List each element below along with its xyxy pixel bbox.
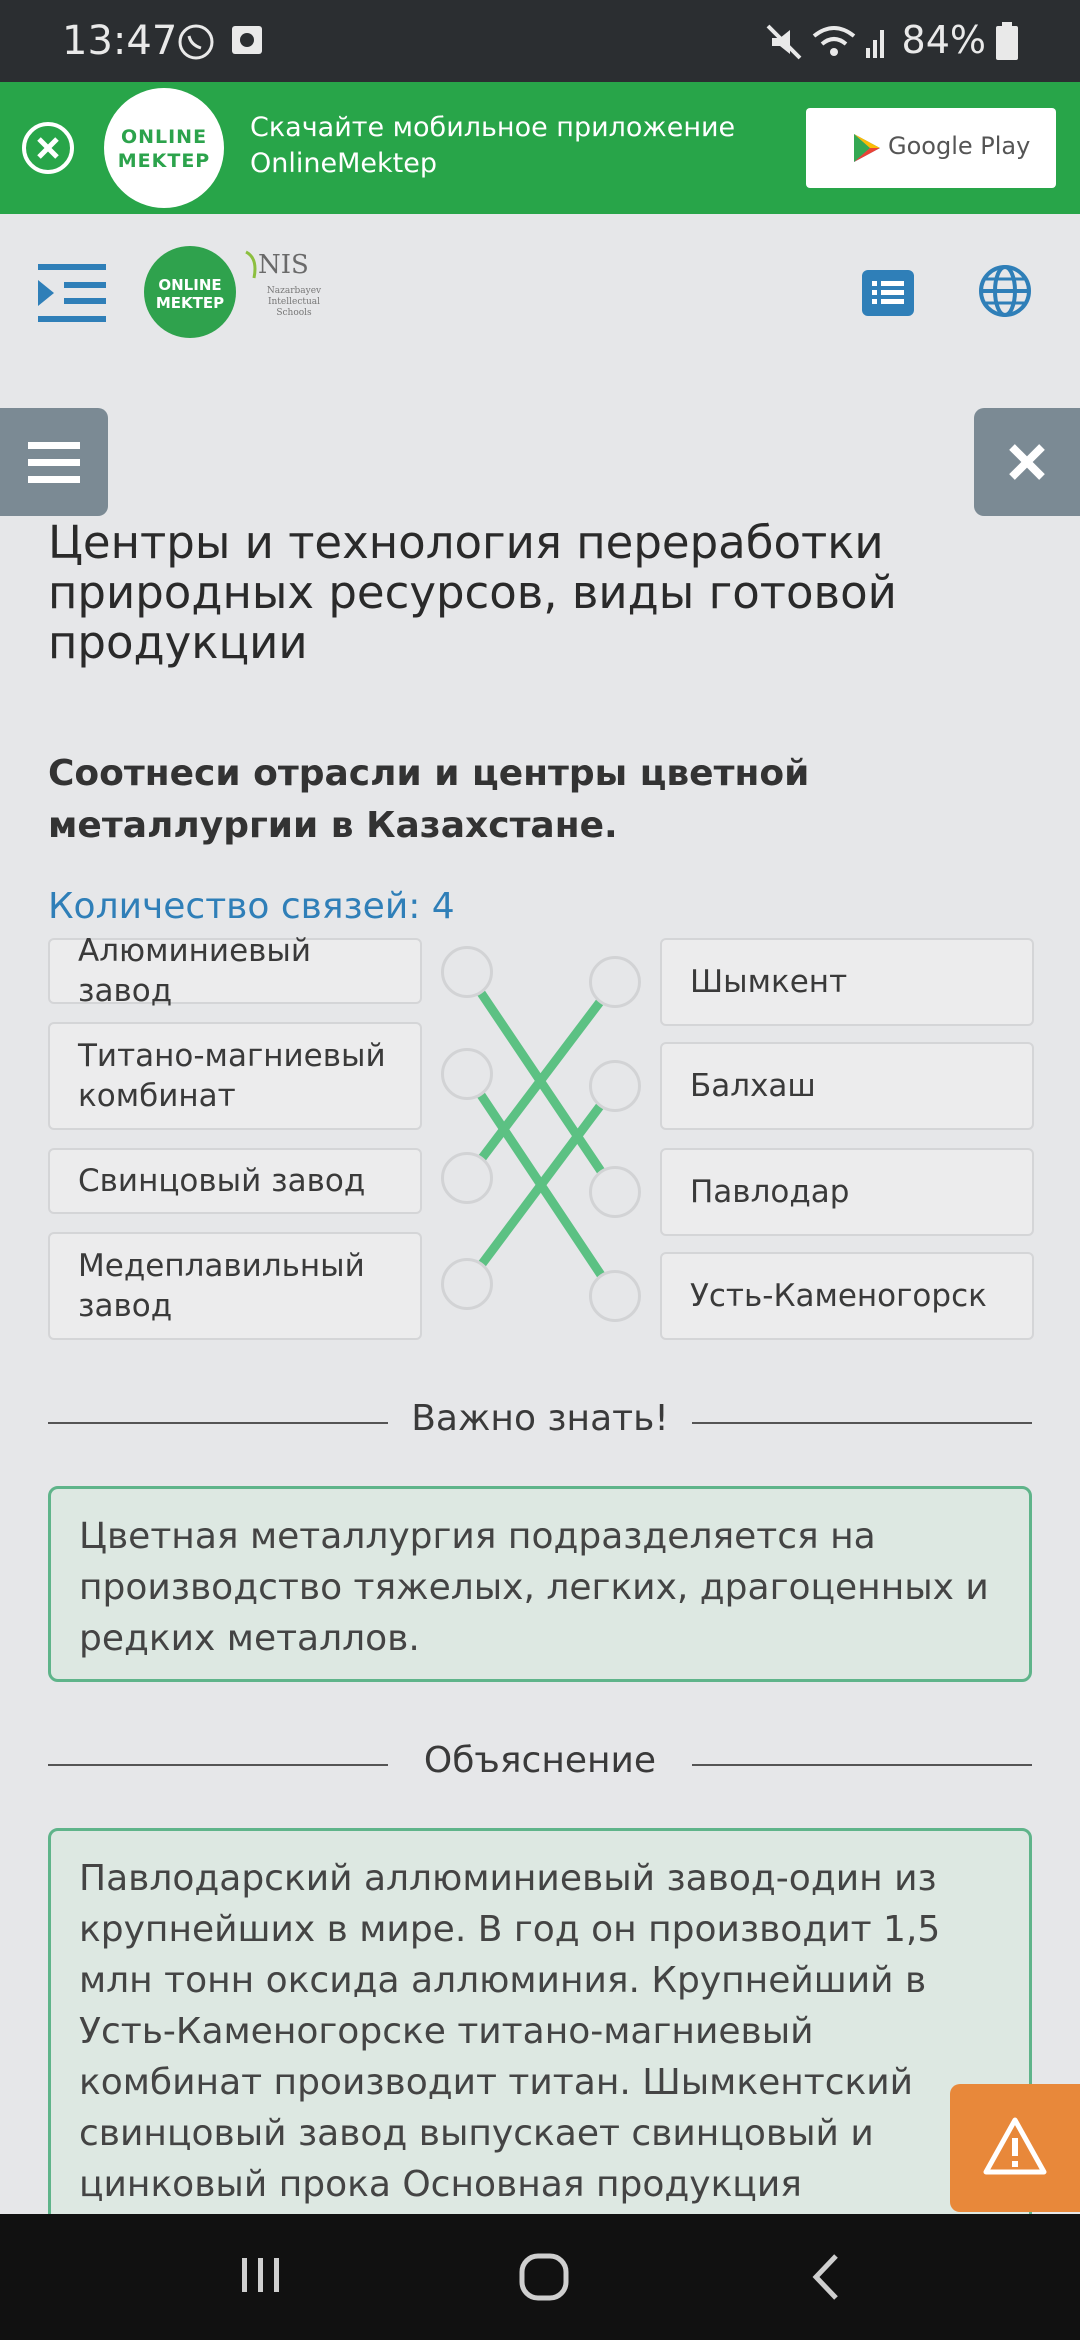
nis-sub-line1: Nazarbayev xyxy=(266,286,322,296)
left-item-label: Медеплавильный завод xyxy=(78,1248,365,1324)
divider-line xyxy=(692,1764,1032,1766)
right-connector[interactable] xyxy=(589,1060,641,1112)
page-title: Центры и технология переработки природных ресурсов, виды готовой продукции xyxy=(48,516,897,669)
logo-text-line2: MEKTEP xyxy=(117,150,211,172)
right-item-label: Усть-Каменогорск xyxy=(690,1278,987,1314)
divider-line xyxy=(692,1422,1032,1424)
important-divider xyxy=(48,1392,1032,1452)
right-connector[interactable] xyxy=(589,1270,641,1322)
nis-title: NIS xyxy=(258,250,309,280)
back-icon[interactable] xyxy=(808,2252,844,2302)
nis-sub-line3: Schools xyxy=(276,308,312,318)
right-connector[interactable] xyxy=(589,956,641,1008)
important-note: Цветная металлургия подразделяется на производство тяжелых, легких, драгоценных и редких металлов. xyxy=(48,1486,1032,1682)
report-issue-button[interactable] xyxy=(950,2084,1080,2212)
google-play-label: Google Play xyxy=(888,132,1031,160)
status-time: 13:47 xyxy=(62,18,178,64)
left-item-label: Титано-магниевый комбинат xyxy=(78,1038,386,1114)
header-logo-line1: ONLINE xyxy=(158,276,222,294)
promo-text-line2: OnlineMektep xyxy=(250,148,437,179)
warning-icon xyxy=(982,2116,1048,2176)
left-connector[interactable] xyxy=(441,1258,493,1310)
connections-count-label: Количество связей: 4 xyxy=(48,886,455,927)
right-item-label: Шымкент xyxy=(690,964,848,1000)
important-heading: Важно знать! xyxy=(411,1398,669,1439)
task-question: Соотнеси отрасли и центры цветной металлургии в Казахстане. xyxy=(48,753,810,846)
home-icon[interactable] xyxy=(518,2252,570,2302)
battery-percent: 84% xyxy=(901,18,986,62)
recent-apps-icon[interactable] xyxy=(238,2252,284,2298)
explanation-note: Павлодарский аллюминиевый завод-один из крупнейших в мире. В год он производит 1,5 млн тонн оксида аллюминия. Крупнейший в Усть-Каменогорске титано-магниевый комбинат производит титан. Шымкентский свинцовый завод выпускает свинцовый и цинковый прока Основная продукция xyxy=(48,1828,1032,2258)
left-item-label: Алюминиевый завод xyxy=(78,933,312,1009)
left-connector[interactable] xyxy=(441,1152,493,1204)
left-connector[interactable] xyxy=(441,946,493,998)
right-connector[interactable] xyxy=(589,1166,641,1218)
explanation-heading: Объяснение xyxy=(423,1740,657,1781)
explanation-divider xyxy=(48,1734,1032,1794)
nis-sub-line2: Intellectual xyxy=(267,297,321,307)
left-item-label: Свинцовый завод xyxy=(78,1163,366,1199)
right-item-label: Павлодар xyxy=(690,1174,850,1210)
promo-text-line1: Скачайте мобильное приложение xyxy=(250,112,736,143)
right-item-label: Балхаш xyxy=(690,1068,816,1104)
system-nav-bar xyxy=(0,2214,1080,2340)
logo-text-line1: ONLINE xyxy=(120,126,208,148)
header-logo-line2: MEKTEP xyxy=(155,294,225,312)
left-connector[interactable] xyxy=(441,1048,493,1100)
